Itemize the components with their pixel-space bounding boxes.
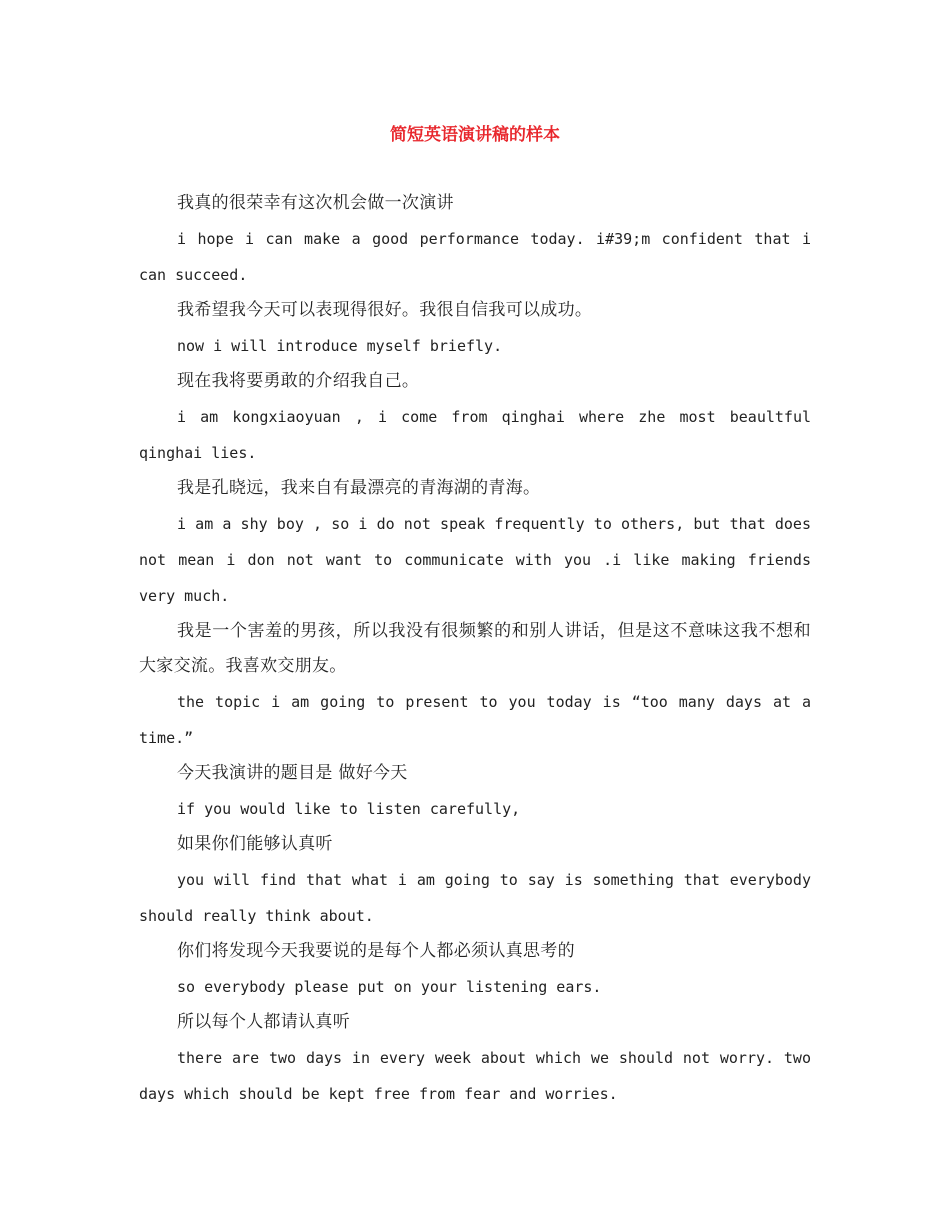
paragraph: i hope i can make a good performance today. i#39;m confident that i can succeed. xyxy=(139,230,811,284)
paragraph: 我真的很荣幸有这次机会做一次演讲 xyxy=(177,193,454,213)
paragraph: i am kongxiaoyuan , i come from qinghai where zhe most beaultful qinghai lies. xyxy=(139,408,811,462)
paragraph: now i will introduce myself briefly. xyxy=(177,337,503,355)
paragraph: 现在我将要勇敢的介绍我自己。 xyxy=(177,371,420,391)
paragraph: the topic i am going to present to you today is “too many days at a time.” xyxy=(139,693,811,747)
paragraph: you will find that what i am going to say is something that everybody should really think about. xyxy=(139,871,811,925)
paragraph: 我是孔晓远，我来自有最漂亮的青海湖的青海。 xyxy=(177,478,541,498)
paragraph: so everybody please put on your listening ears. xyxy=(177,978,602,996)
paragraph: there are two days in every week about which we should not worry. two days which should be kept free from fear and worries. xyxy=(139,1049,811,1103)
paragraph: 我是一个害羞的男孩，所以我没有很频繁的和别人讲话，但是这不意味这我不想和大家交流。我喜欢交朋友。 xyxy=(139,621,811,676)
paragraph: 今天我演讲的题目是 做好今天 xyxy=(177,763,408,783)
paragraph: 所以每个人都请认真听 xyxy=(177,1012,350,1032)
paragraph: 我希望我今天可以表现得很好。我很自信我可以成功。 xyxy=(177,300,593,320)
document-body xyxy=(139,186,811,1112)
document-title: 简短英语演讲稿的样本 xyxy=(390,125,560,145)
paragraph: i am a shy boy , so i do not speak frequently to others, but that does not mean i don not want to communicate with you .i like making friends very much. xyxy=(139,515,811,605)
paragraph: 你们将发现今天我要说的是每个人都必须认真思考的 xyxy=(177,941,575,961)
paragraph: if you would like to listen carefully, xyxy=(177,800,521,818)
paragraph: 如果你们能够认真听 xyxy=(177,834,333,854)
